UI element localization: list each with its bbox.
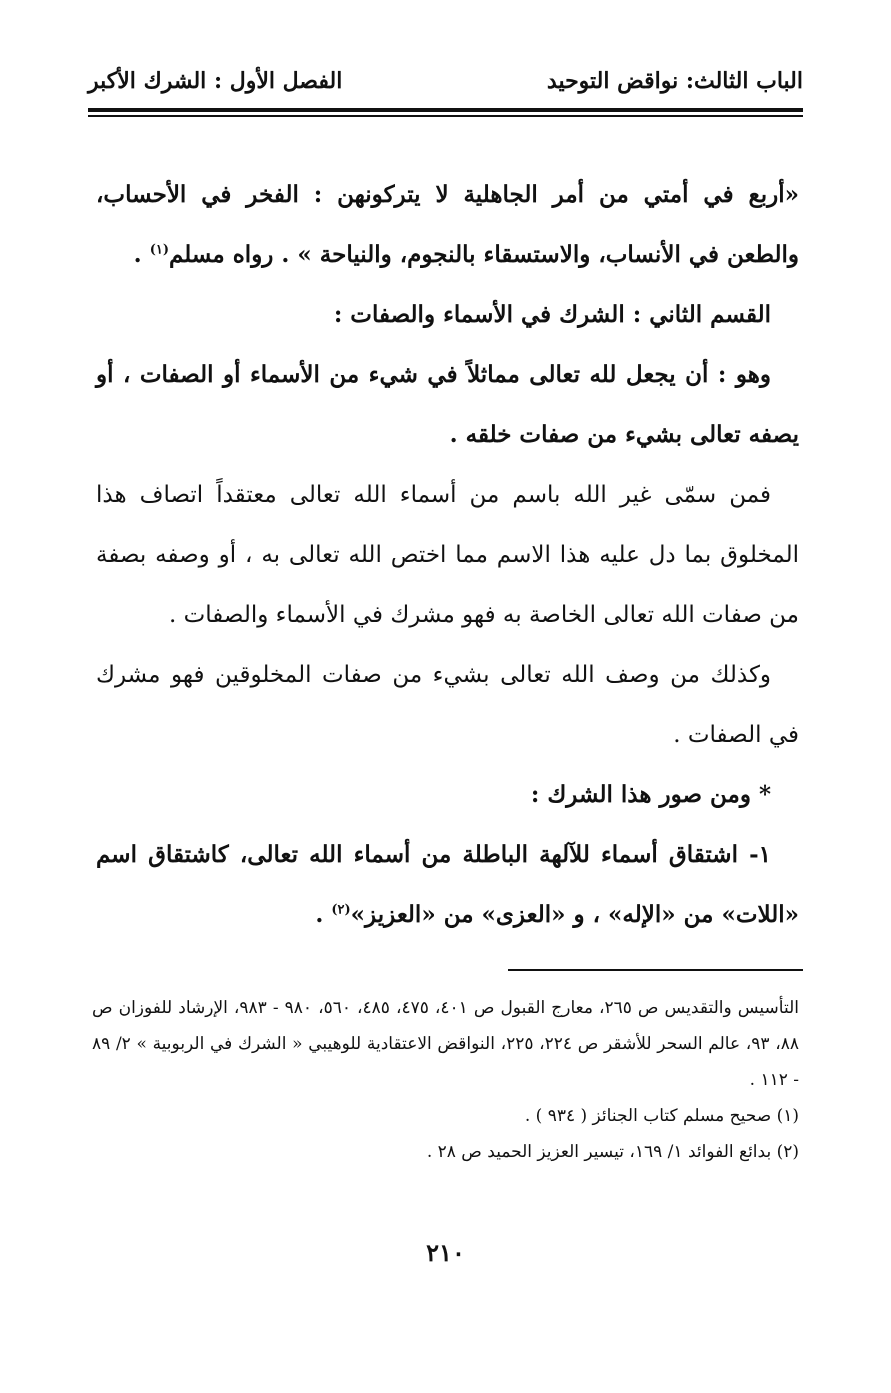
footnote-2: (٢) بدائع الفوائد ١/ ١٦٩، تيسير العزيز الحميد ص ٢٨ . bbox=[426, 1142, 799, 1162]
example-end: . bbox=[315, 901, 332, 928]
explanation-paragraph: فمن سمّى غير الله باسم من أسماء الله تعالى معتقداً اتصاف هذا المخلوق بما دل عليه هذا الاسم مما اختص الله تعالى به ، أو وصفه بصفة من صفات الله تعالى الخاصة به فهو مشرك في الأسماء والصفات . bbox=[96, 482, 799, 628]
footnotes bbox=[92, 990, 799, 1170]
footnote-ref-1: (١) bbox=[149, 242, 169, 258]
footnote-continued: التأسيس والتقديس ص ٢٦٥، معارج القبول ص ٤٠١، ٤٧٥، ٤٨٥، ٥٦٠، ٩٨٠ - ٩٨٣، الإرشاد للفوزان ص ٨٨، ٩٣، عالم السحر للأشقر ص ٢٢٤، ٢٢٥، النواقض الاعتقادية للوهيبي « الشرك في الربوبية » ٢/ ٨٩ - ١١٢ . bbox=[92, 998, 799, 1090]
page-number: ٢١٠ bbox=[426, 1238, 465, 1267]
header-rule-thick bbox=[88, 108, 803, 112]
hadith-text: «أربع في أمتي من أمر الجاهلية لا يتركونهن : الفخر في الأحساب، والطعن في الأنساب، والاستسقاء بالنجوم، والنياحة » . رواه مسلم bbox=[96, 181, 799, 268]
hadith-paragraph bbox=[96, 165, 799, 285]
example-item-1 bbox=[96, 825, 799, 945]
footnote-ref-2: (٢) bbox=[331, 902, 351, 918]
hadith-end: . bbox=[133, 241, 150, 268]
definition-paragraph: وهو : أن يجعل لله تعالى مماثلاً في شيء من الأسماء أو الصفات ، أو يصفه تعالى بشيء من صفات خلقه . bbox=[96, 361, 799, 448]
chapter-title: الباب الثالث: نواقض التوحيد bbox=[546, 68, 803, 94]
footnote-1: (١) صحيح مسلم كتاب الجنائز ( ٩٣٤ ) . bbox=[524, 1106, 799, 1126]
footnote-separator bbox=[508, 969, 803, 971]
examples-heading: * ومن صور هذا الشرك : bbox=[530, 781, 771, 808]
example-text: ١- اشتقاق أسماء للآلهة الباطلة من أسماء الله تعالى، كاشتقاق اسم «اللات» من «الإله» ، و «العزى» من «العزيز» bbox=[96, 841, 799, 928]
main-text bbox=[96, 165, 799, 945]
section-heading: القسم الثاني : الشرك في الأسماء والصفات : bbox=[333, 301, 771, 328]
header-rule-thin bbox=[88, 115, 803, 117]
attributes-paragraph: وكذلك من وصف الله تعالى بشيء من صفات المخلوقين فهو مشرك في الصفات . bbox=[96, 662, 799, 748]
running-header bbox=[88, 68, 803, 102]
section-title: الفصل الأول : الشرك الأكبر bbox=[88, 68, 343, 94]
